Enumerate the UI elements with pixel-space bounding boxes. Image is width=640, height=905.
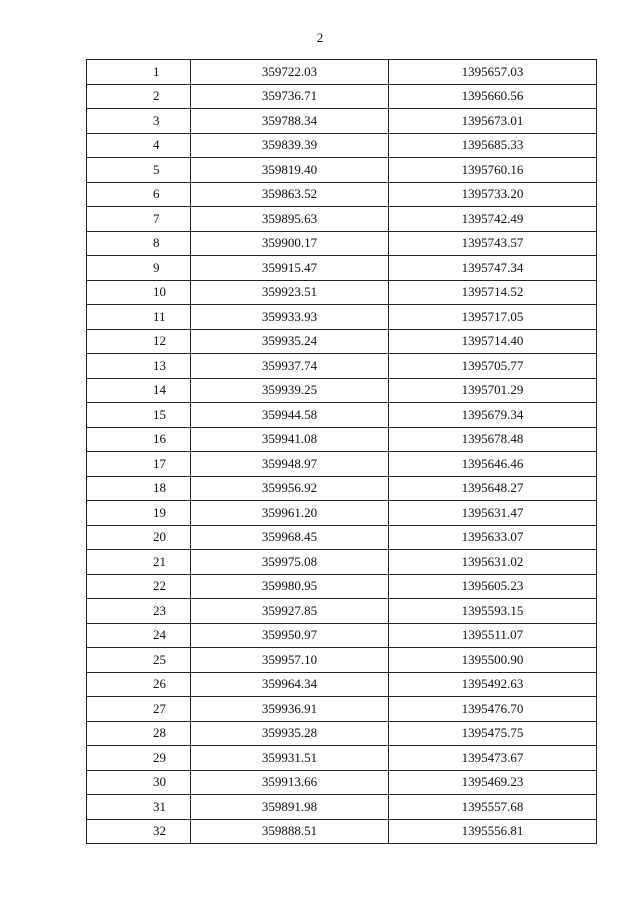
- table-row: [87, 476, 597, 501]
- x-coordinate-cell: 359935.24: [191, 329, 389, 354]
- point-number-cell: 27: [87, 697, 191, 722]
- x-coordinate-cell: 359939.25: [191, 378, 389, 403]
- table-row: [87, 525, 597, 550]
- table-row: [87, 623, 597, 648]
- y-coordinate-cell: 1395605.23: [389, 574, 597, 599]
- coordinates-table-body: [87, 60, 597, 844]
- point-number-cell: 9: [87, 256, 191, 281]
- x-coordinate-cell: 359964.34: [191, 672, 389, 697]
- table-row: [87, 599, 597, 624]
- y-coordinate-cell: 1395473.67: [389, 746, 597, 771]
- y-coordinate-cell: 1395469.23: [389, 770, 597, 795]
- point-number-cell: 19: [87, 501, 191, 526]
- y-coordinate-cell: 1395685.33: [389, 133, 597, 158]
- y-coordinate-cell: 1395475.75: [389, 721, 597, 746]
- point-number-cell: 31: [87, 795, 191, 820]
- table-row: [87, 182, 597, 207]
- x-coordinate-cell: 359936.91: [191, 697, 389, 722]
- x-coordinate-cell: 359923.51: [191, 280, 389, 305]
- x-coordinate-cell: 359900.17: [191, 231, 389, 256]
- y-coordinate-cell: 1395733.20: [389, 182, 597, 207]
- x-coordinate-cell: 359968.45: [191, 525, 389, 550]
- y-coordinate-cell: 1395646.46: [389, 452, 597, 477]
- point-number-cell: 14: [87, 378, 191, 403]
- table-row: [87, 231, 597, 256]
- table-row: [87, 574, 597, 599]
- x-coordinate-cell: 359933.93: [191, 305, 389, 330]
- y-coordinate-cell: 1395717.05: [389, 305, 597, 330]
- point-number-cell: 7: [87, 207, 191, 232]
- table-row: [87, 746, 597, 771]
- y-coordinate-cell: 1395631.02: [389, 550, 597, 575]
- table-row: [87, 378, 597, 403]
- table-row: [87, 133, 597, 158]
- y-coordinate-cell: 1395714.52: [389, 280, 597, 305]
- table-row: [87, 354, 597, 379]
- y-coordinate-cell: 1395511.07: [389, 623, 597, 648]
- point-number-cell: 18: [87, 476, 191, 501]
- point-number-cell: 2: [87, 84, 191, 109]
- x-coordinate-cell: 359927.85: [191, 599, 389, 624]
- point-number-cell: 13: [87, 354, 191, 379]
- table-row: [87, 280, 597, 305]
- x-coordinate-cell: 359948.97: [191, 452, 389, 477]
- table-row: [87, 697, 597, 722]
- point-number-cell: 15: [87, 403, 191, 428]
- point-number-cell: 22: [87, 574, 191, 599]
- y-coordinate-cell: 1395678.48: [389, 427, 597, 452]
- table-row: [87, 305, 597, 330]
- y-coordinate-cell: 1395593.15: [389, 599, 597, 624]
- x-coordinate-cell: 359937.74: [191, 354, 389, 379]
- x-coordinate-cell: 359961.20: [191, 501, 389, 526]
- x-coordinate-cell: 359975.08: [191, 550, 389, 575]
- x-coordinate-cell: 359944.58: [191, 403, 389, 428]
- x-coordinate-cell: 359915.47: [191, 256, 389, 281]
- x-coordinate-cell: 359788.34: [191, 109, 389, 134]
- table-row: [87, 819, 597, 844]
- point-number-cell: 28: [87, 721, 191, 746]
- point-number-cell: 25: [87, 648, 191, 673]
- table-row: [87, 60, 597, 85]
- x-coordinate-cell: 359863.52: [191, 182, 389, 207]
- table-row: [87, 648, 597, 673]
- table-row: [87, 109, 597, 134]
- x-coordinate-cell: 359891.98: [191, 795, 389, 820]
- y-coordinate-cell: 1395673.01: [389, 109, 597, 134]
- point-number-cell: 32: [87, 819, 191, 844]
- y-coordinate-cell: 1395648.27: [389, 476, 597, 501]
- table-row: [87, 550, 597, 575]
- point-number-cell: 17: [87, 452, 191, 477]
- point-number-cell: 6: [87, 182, 191, 207]
- y-coordinate-cell: 1395701.29: [389, 378, 597, 403]
- x-coordinate-cell: 359980.95: [191, 574, 389, 599]
- y-coordinate-cell: 1395492.63: [389, 672, 597, 697]
- point-number-cell: 1: [87, 60, 191, 85]
- x-coordinate-cell: 359913.66: [191, 770, 389, 795]
- y-coordinate-cell: 1395556.81: [389, 819, 597, 844]
- x-coordinate-cell: 359895.63: [191, 207, 389, 232]
- x-coordinate-cell: 359957.10: [191, 648, 389, 673]
- y-coordinate-cell: 1395705.77: [389, 354, 597, 379]
- y-coordinate-cell: 1395714.40: [389, 329, 597, 354]
- table-row: [87, 770, 597, 795]
- x-coordinate-cell: 359935.28: [191, 721, 389, 746]
- y-coordinate-cell: 1395476.70: [389, 697, 597, 722]
- point-number-cell: 24: [87, 623, 191, 648]
- x-coordinate-cell: 359931.51: [191, 746, 389, 771]
- point-number-cell: 30: [87, 770, 191, 795]
- x-coordinate-cell: 359888.51: [191, 819, 389, 844]
- y-coordinate-cell: 1395747.34: [389, 256, 597, 281]
- point-number-cell: 3: [87, 109, 191, 134]
- x-coordinate-cell: 359722.03: [191, 60, 389, 85]
- point-number-cell: 23: [87, 599, 191, 624]
- point-number-cell: 12: [87, 329, 191, 354]
- table-row: [87, 452, 597, 477]
- y-coordinate-cell: 1395557.68: [389, 795, 597, 820]
- x-coordinate-cell: 359950.97: [191, 623, 389, 648]
- y-coordinate-cell: 1395500.90: [389, 648, 597, 673]
- y-coordinate-cell: 1395743.57: [389, 231, 597, 256]
- table-row: [87, 721, 597, 746]
- table-row: [87, 158, 597, 183]
- x-coordinate-cell: 359941.08: [191, 427, 389, 452]
- x-coordinate-cell: 359839.39: [191, 133, 389, 158]
- y-coordinate-cell: 1395657.03: [389, 60, 597, 85]
- point-number-cell: 11: [87, 305, 191, 330]
- y-coordinate-cell: 1395660.56: [389, 84, 597, 109]
- x-coordinate-cell: 359819.40: [191, 158, 389, 183]
- point-number-cell: 29: [87, 746, 191, 771]
- table-row: [87, 501, 597, 526]
- page-number: 2: [316, 30, 324, 45]
- x-coordinate-cell: 359736.71: [191, 84, 389, 109]
- table-row: [87, 672, 597, 697]
- table-row: [87, 795, 597, 820]
- point-number-cell: 4: [87, 133, 191, 158]
- table-row: [87, 207, 597, 232]
- y-coordinate-cell: 1395633.07: [389, 525, 597, 550]
- table-row: [87, 84, 597, 109]
- table-row: [87, 329, 597, 354]
- y-coordinate-cell: 1395631.47: [389, 501, 597, 526]
- point-number-cell: 10: [87, 280, 191, 305]
- point-number-cell: 21: [87, 550, 191, 575]
- table-row: [87, 256, 597, 281]
- point-number-cell: 8: [87, 231, 191, 256]
- y-coordinate-cell: 1395760.16: [389, 158, 597, 183]
- y-coordinate-cell: 1395742.49: [389, 207, 597, 232]
- table-row: [87, 403, 597, 428]
- point-number-cell: 20: [87, 525, 191, 550]
- y-coordinate-cell: 1395679.34: [389, 403, 597, 428]
- point-number-cell: 26: [87, 672, 191, 697]
- point-number-cell: 5: [87, 158, 191, 183]
- coordinates-table: [86, 59, 597, 844]
- table-row: [87, 427, 597, 452]
- x-coordinate-cell: 359956.92: [191, 476, 389, 501]
- point-number-cell: 16: [87, 427, 191, 452]
